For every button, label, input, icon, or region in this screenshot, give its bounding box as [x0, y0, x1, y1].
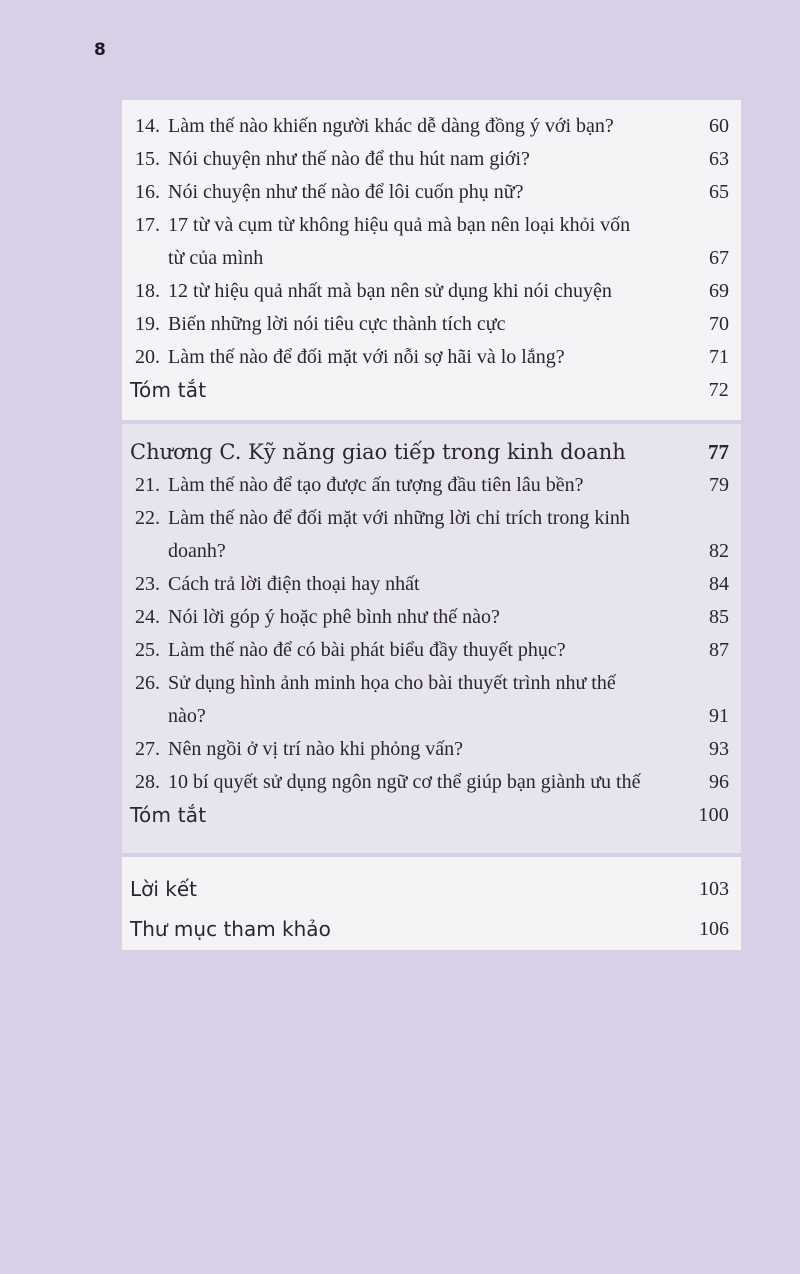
- entry-page: 91: [709, 705, 729, 727]
- entry-title: Làm thế nào để có bài phát biểu đầy thuyết phục?: [168, 639, 566, 661]
- entry-title: Nói lời góp ý hoặc phê bình như thế nào?: [168, 606, 500, 628]
- entry-page: 67: [709, 247, 729, 269]
- entry-page: 65: [709, 181, 729, 203]
- entry-title: Làm thế nào để đối mặt với nỗi sợ hãi và lo lắng?: [168, 346, 565, 368]
- entry-page: 79: [709, 474, 729, 496]
- entry-number: 15.: [135, 148, 160, 170]
- entry-title: Cách trả lời điện thoại hay nhất: [168, 573, 420, 595]
- toc-bibliography[interactable]: [130, 909, 729, 949]
- toc-entry[interactable]: [130, 176, 729, 209]
- entry-title: Nên ngồi ở vị trí nào khi phỏng vấn?: [168, 738, 463, 760]
- entry-title: Làm thế nào khiến người khác dễ dàng đồng ý với bạn?: [168, 115, 614, 137]
- bibliography-page: 106: [699, 918, 729, 940]
- toc-entry[interactable]: [130, 634, 729, 667]
- entry-page: 85: [709, 606, 729, 628]
- summary-label: Tóm tắt: [130, 803, 207, 827]
- closing-page: 103: [699, 878, 729, 900]
- toc-entry[interactable]: [130, 733, 729, 766]
- chapter-page: 77: [708, 440, 729, 464]
- toc-entry[interactable]: [130, 275, 729, 308]
- summary-label: Tóm tắt: [130, 378, 207, 402]
- entry-title: 10 bí quyết sử dụng ngôn ngữ cơ thể giúp bạn giành ưu thế: [168, 771, 641, 793]
- entry-title: Biến những lời nói tiêu cực thành tích cực: [168, 313, 506, 335]
- chapter-title: Chương C. Kỹ năng giao tiếp trong kinh doanh: [130, 440, 626, 464]
- entry-title: Sử dụng hình ảnh minh họa cho bài thuyết trình như thế nào?: [168, 672, 616, 727]
- entry-number: 18.: [135, 280, 160, 302]
- entry-number: 20.: [135, 346, 160, 368]
- entry-number: 27.: [135, 738, 160, 760]
- toc-entry[interactable]: [130, 667, 729, 733]
- toc-entry[interactable]: [130, 601, 729, 634]
- entry-page: 63: [709, 148, 729, 170]
- toc-entry[interactable]: [130, 502, 729, 568]
- entry-number: 22.: [135, 507, 160, 529]
- toc-chapter-c: [122, 424, 741, 853]
- toc-entry[interactable]: [130, 469, 729, 502]
- entry-title: Làm thế nào để tạo được ấn tượng đầu tiên lâu bền?: [168, 474, 584, 496]
- entry-number: 23.: [135, 573, 160, 595]
- entry-page: 69: [709, 280, 729, 302]
- entry-title: Làm thế nào để đối mặt với những lời chỉ trích trong kinh doanh?: [168, 507, 630, 562]
- toc-closing[interactable]: [130, 869, 729, 909]
- entry-number: 17.: [135, 214, 160, 236]
- entry-number: 24.: [135, 606, 160, 628]
- entry-page: 84: [709, 573, 729, 595]
- summary-page: 100: [698, 804, 729, 826]
- entry-page: 82: [709, 540, 729, 562]
- entry-title: Nói chuyện như thế nào để thu hút nam giới?: [168, 148, 530, 170]
- entry-number: 16.: [135, 181, 160, 203]
- toc-entry[interactable]: [130, 341, 729, 374]
- toc-entry[interactable]: [130, 766, 729, 799]
- entry-number: 14.: [135, 115, 160, 137]
- entry-title: 17 từ và cụm từ không hiệu quả mà bạn nên loại khỏi vốn từ của mình: [168, 214, 631, 269]
- entry-page: 96: [709, 771, 729, 793]
- entry-page: 93: [709, 738, 729, 760]
- entry-page: 71: [709, 346, 729, 368]
- entry-number: 19.: [135, 313, 160, 335]
- entry-page: 70: [709, 313, 729, 335]
- toc-entry[interactable]: [130, 308, 729, 341]
- entry-number: 21.: [135, 474, 160, 496]
- toc-summary[interactable]: [130, 374, 729, 407]
- summary-page: 72: [708, 379, 729, 401]
- entry-number: 26.: [135, 672, 160, 694]
- toc-entry[interactable]: [130, 110, 729, 143]
- closing-label: Lời kết: [130, 877, 198, 901]
- toc-entry[interactable]: [130, 209, 729, 275]
- entry-number: 25.: [135, 639, 160, 661]
- toc-entry[interactable]: [130, 568, 729, 601]
- toc-back-matter: [122, 857, 741, 950]
- page-number: 8: [94, 40, 106, 60]
- entry-title: 12 từ hiệu quả nhất mà bạn nên sử dụng khi nói chuyện: [168, 280, 612, 302]
- entry-page: 60: [709, 115, 729, 137]
- entry-number: 28.: [135, 771, 160, 793]
- toc-entry[interactable]: [130, 143, 729, 176]
- chapter-heading[interactable]: [130, 436, 729, 469]
- bibliography-label: Thư mục tham khảo: [130, 917, 331, 941]
- toc-summary[interactable]: [130, 799, 729, 832]
- entry-title: Nói chuyện như thế nào để lôi cuốn phụ nữ?: [168, 181, 524, 203]
- entry-page: 87: [709, 639, 729, 661]
- toc-section-b: [122, 100, 741, 420]
